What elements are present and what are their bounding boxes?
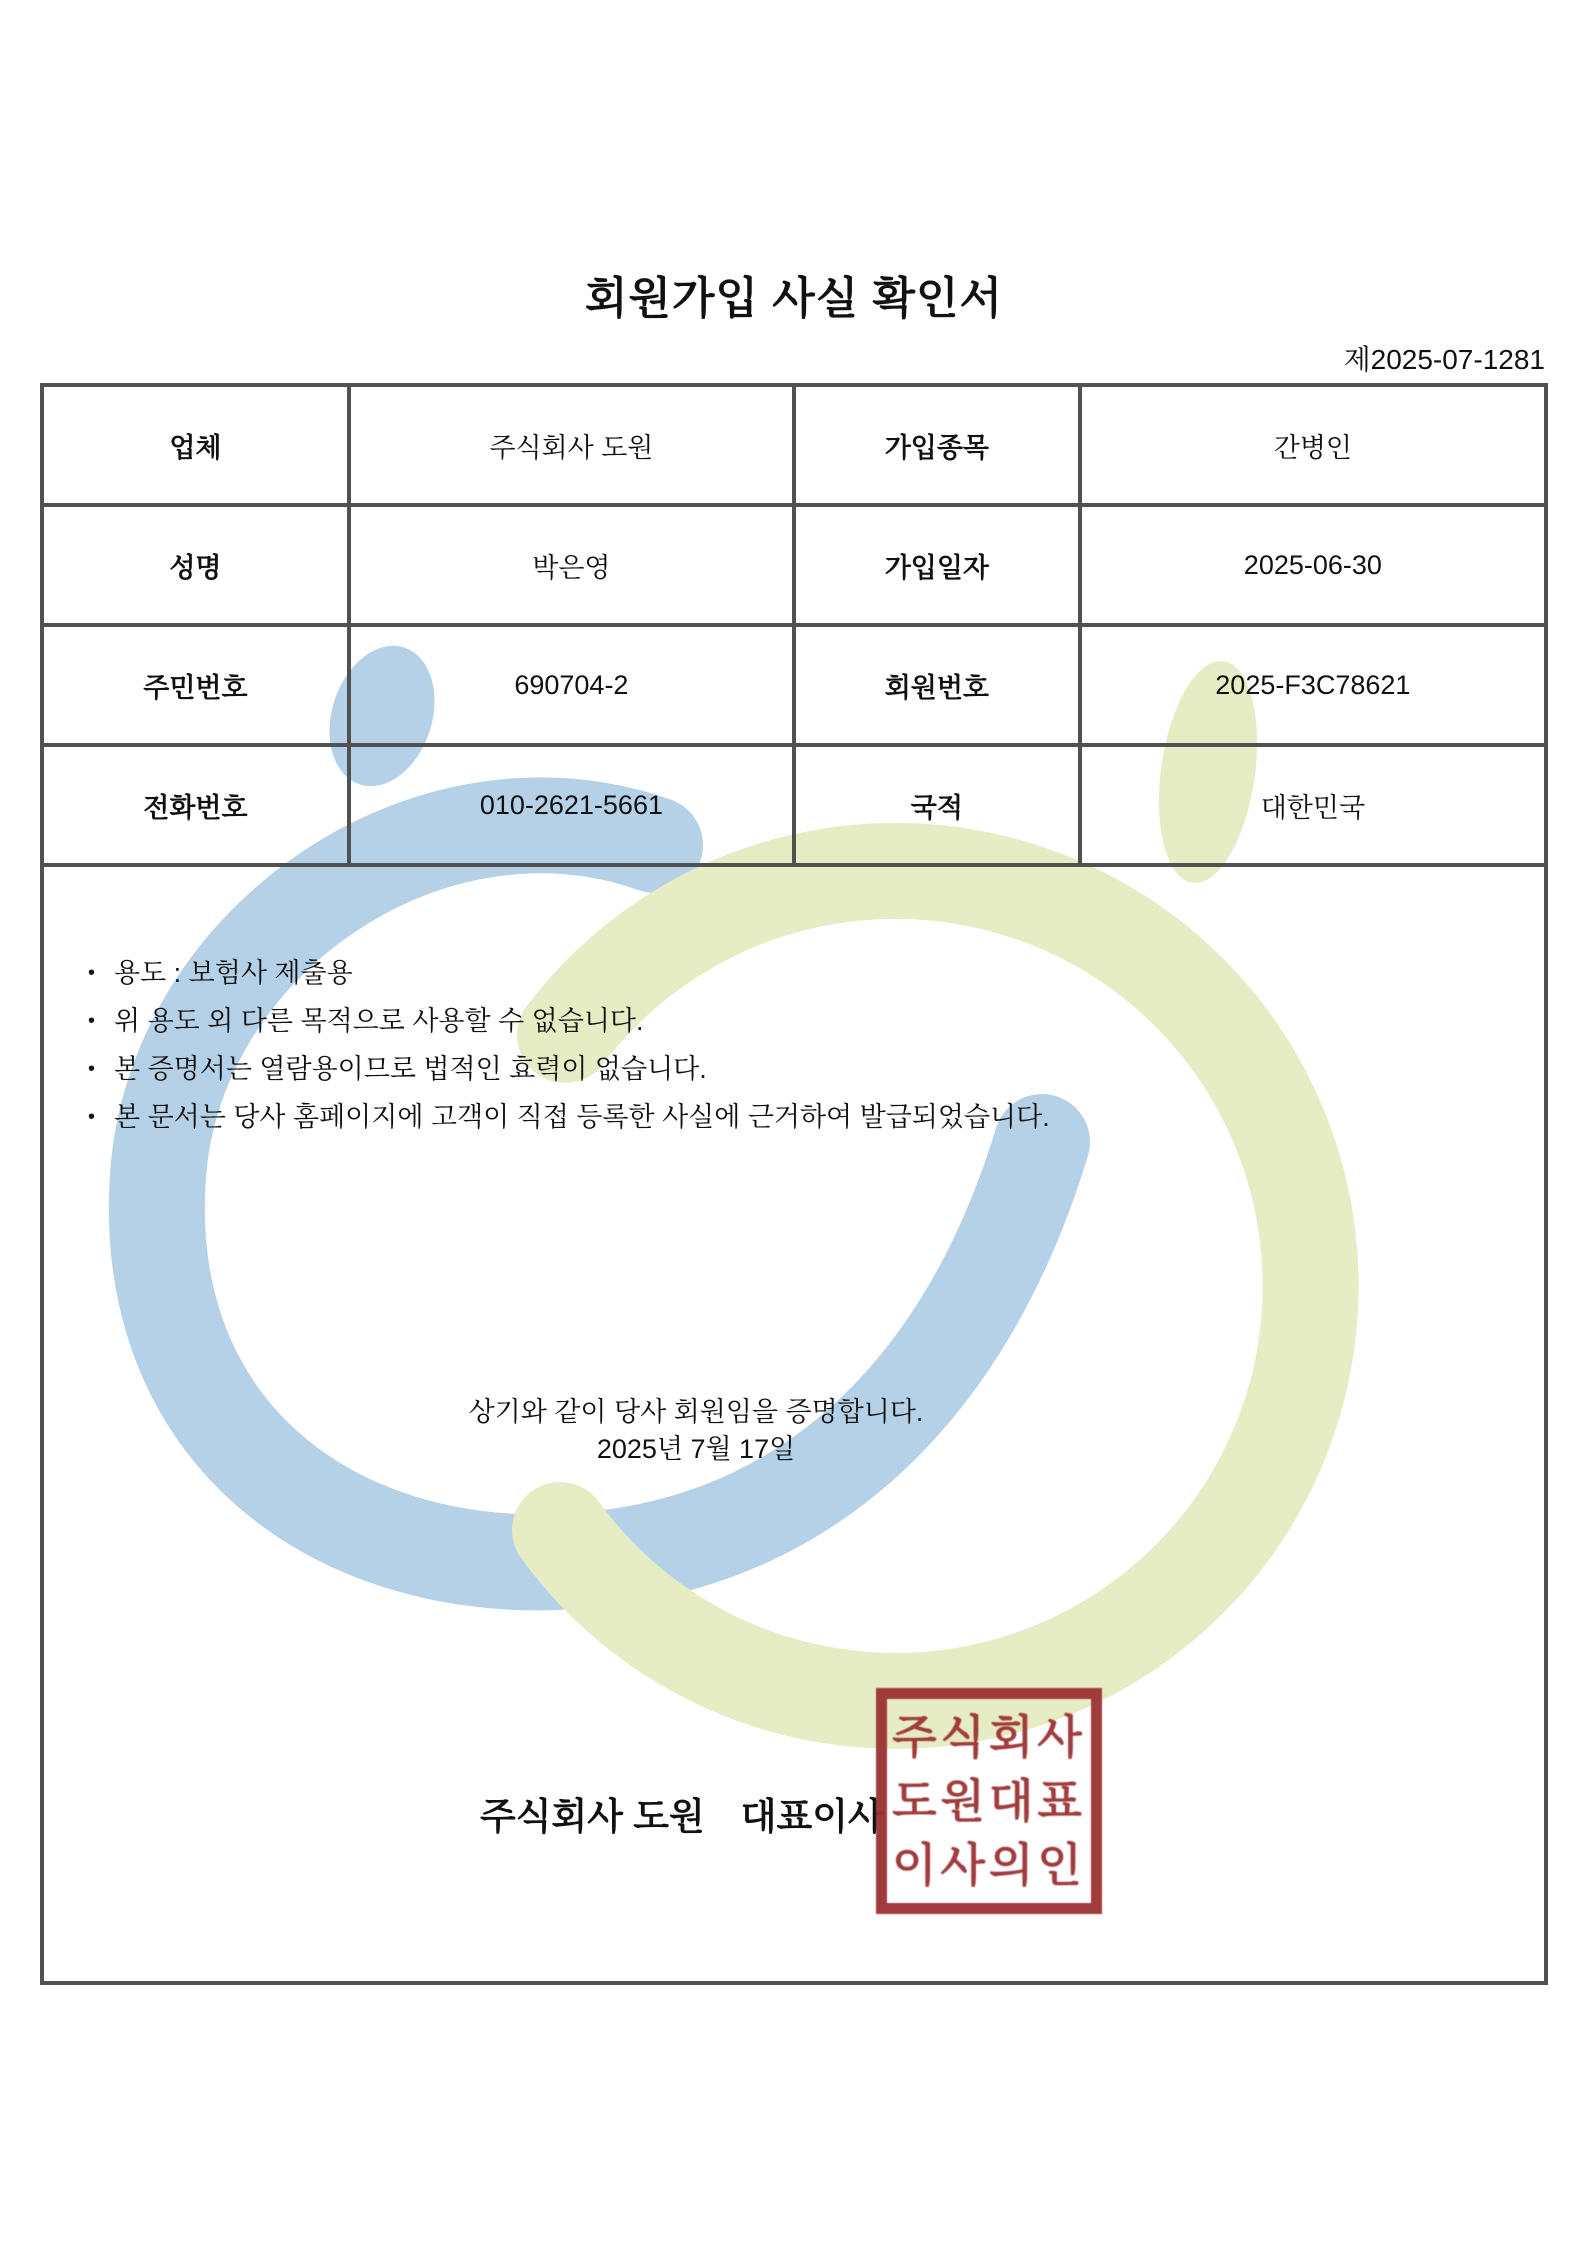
phone-value: 010-2621-5661 (349, 745, 794, 865)
name-value: 박은영 (349, 505, 794, 625)
table-row (42, 625, 1546, 745)
join-date-label: 가입일자 (794, 505, 1080, 625)
name-label: 성명 (42, 505, 349, 625)
corporate-seal-stamp (876, 1688, 1102, 1914)
member-info-table (40, 383, 1548, 867)
phone-label: 전화번호 (42, 745, 349, 865)
table-row (42, 385, 1546, 505)
certification-line: 상기와 같이 당사 회원임을 증명합니다. (468, 1397, 924, 1427)
note-item: • 본 증명서는 열람용이므로 법적인 효력이 없습니다. (88, 1045, 1050, 1093)
table-row (42, 745, 1546, 865)
seal-text-row: 주식회사 (892, 1711, 1086, 1763)
member-number-value: 2025-F3C78621 (1080, 625, 1546, 745)
seal-text-row: 이사의인 (892, 1839, 1086, 1891)
membership-type-value: 간병인 (1080, 385, 1546, 505)
certification-statement (0, 1394, 1392, 1468)
usage-notes (88, 949, 1050, 1141)
page-title: 회원가입 사실 확인서 (585, 274, 1003, 323)
seal-text-row: 도원대표 (892, 1775, 1086, 1827)
nationality-label: 국적 (794, 745, 1080, 865)
note-item: • 위 용도 외 다른 목적으로 사용할 수 없습니다. (88, 997, 1050, 1045)
nationality-value: 대한민국 (1080, 745, 1546, 865)
member-number-label: 회원번호 (794, 625, 1080, 745)
company-label: 업체 (42, 385, 349, 505)
note-item: • 용도 : 보험사 제출용 (88, 949, 1050, 997)
ceo-title: 대표이사 (740, 1796, 884, 1837)
join-date-value: 2025-06-30 (1080, 505, 1546, 625)
company-name: 주식회사 도원 (480, 1796, 705, 1837)
company-value: 주식회사 도원 (349, 385, 794, 505)
document-number: 제2025-07-1281 (1343, 344, 1545, 375)
resident-id-value: 690704-2 (349, 625, 794, 745)
resident-id-label: 주민번호 (42, 625, 349, 745)
note-item: • 본 문서는 당사 홈페이지에 고객이 직접 등록한 사실에 근거하여 발급되었습니다. (88, 1093, 1050, 1141)
signature-line (480, 1786, 884, 1840)
certification-date: 2025년 7월 17일 (596, 1434, 796, 1464)
membership-type-label: 가입종목 (794, 385, 1080, 505)
table-row (42, 505, 1546, 625)
